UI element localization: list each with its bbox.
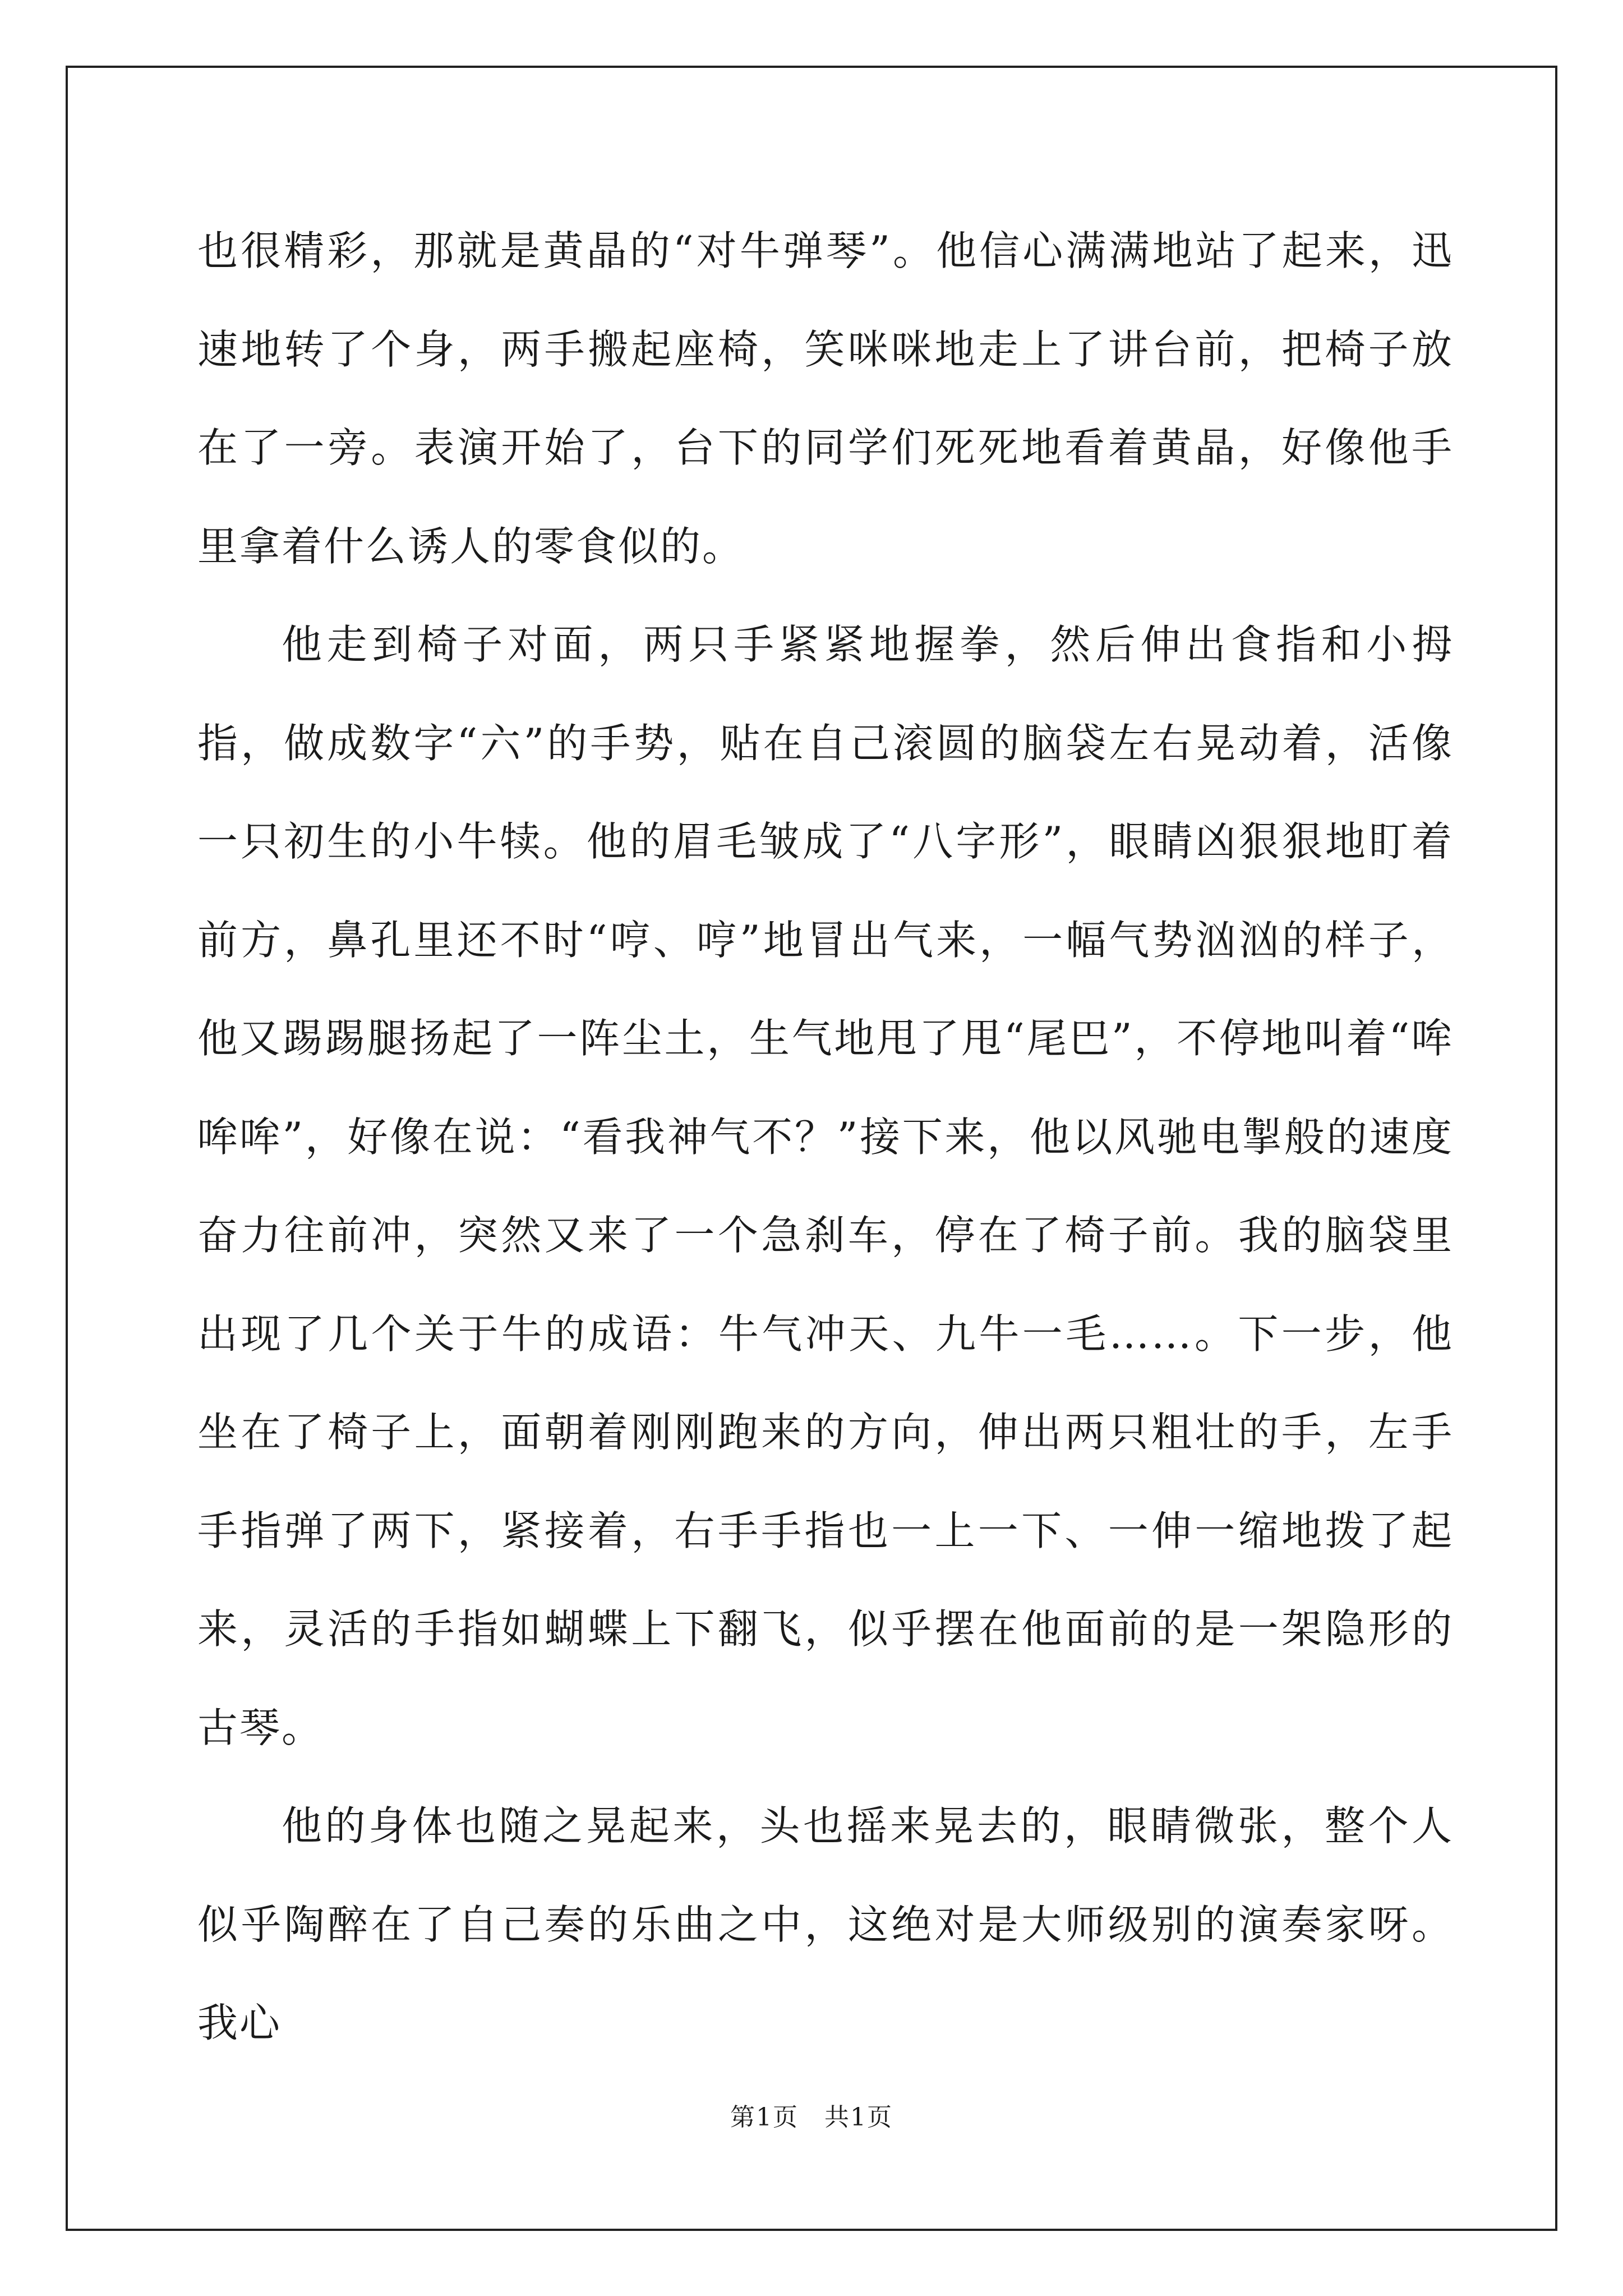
paragraph-2: 他走到椅子对面，两只手紧紧地握拳，然后伸出食指和小拇指，做成数字“六”的手势，贴在自己滚圆的脑袋左右晃动着，活像一只初生的小牛犊。他的眉毛皱成了“八字形”，眼睛凶狠狠地盯着前方，鼻孔里还不时“哼、哼”地冒出气来，一幅气势汹汹的样子，他又踢踢腿扬起了一阵尘土，生气地甩了甩“尾巴”，不停地叫着“哞哞哞”，好像在说：“看我神气不？”接下来，他以风驰电掣般的速度奋力往前冲，突然又来了一个急刹车，停在了椅子前。我的脑袋里出现了几个关于牛的成语：牛气冲天、九牛一毛……。下一步，他坐在了椅子上，面朝着刚刚跑来的方向，伸出两只粗壮的手，左手手指弹了两下，紧接着，右手手指也一上一下、一伸一缩地拨了起来，灵活的手指如蝴蝶上下翻飞，似乎摆在他面前的是一架隐形的古琴。 [197,621,1454,1751]
page-number: 第1页 共1页 [730,2103,893,2132]
paragraph-1: 也很精彩，那就是黄晶的“对牛弹琴”。他信心满满地站了起来，迅速地转了个身，两手搬起座椅，笑咪咪地走上了讲台前，把椅子放在了一旁。表演开始了，台下的同学们死死地看着黄晶，好像他手里拿着什么诱人的零食似的。 [197,227,1454,570]
document-body [197,202,1454,2073]
paragraph-3: 他的身体也随之晃起来，头也摇来晃去的，眼睛微张，整个人似乎陶醉在了自己奏的乐曲之中，这绝对是大师级别的演奏家呀。我心 [197,1802,1454,2046]
